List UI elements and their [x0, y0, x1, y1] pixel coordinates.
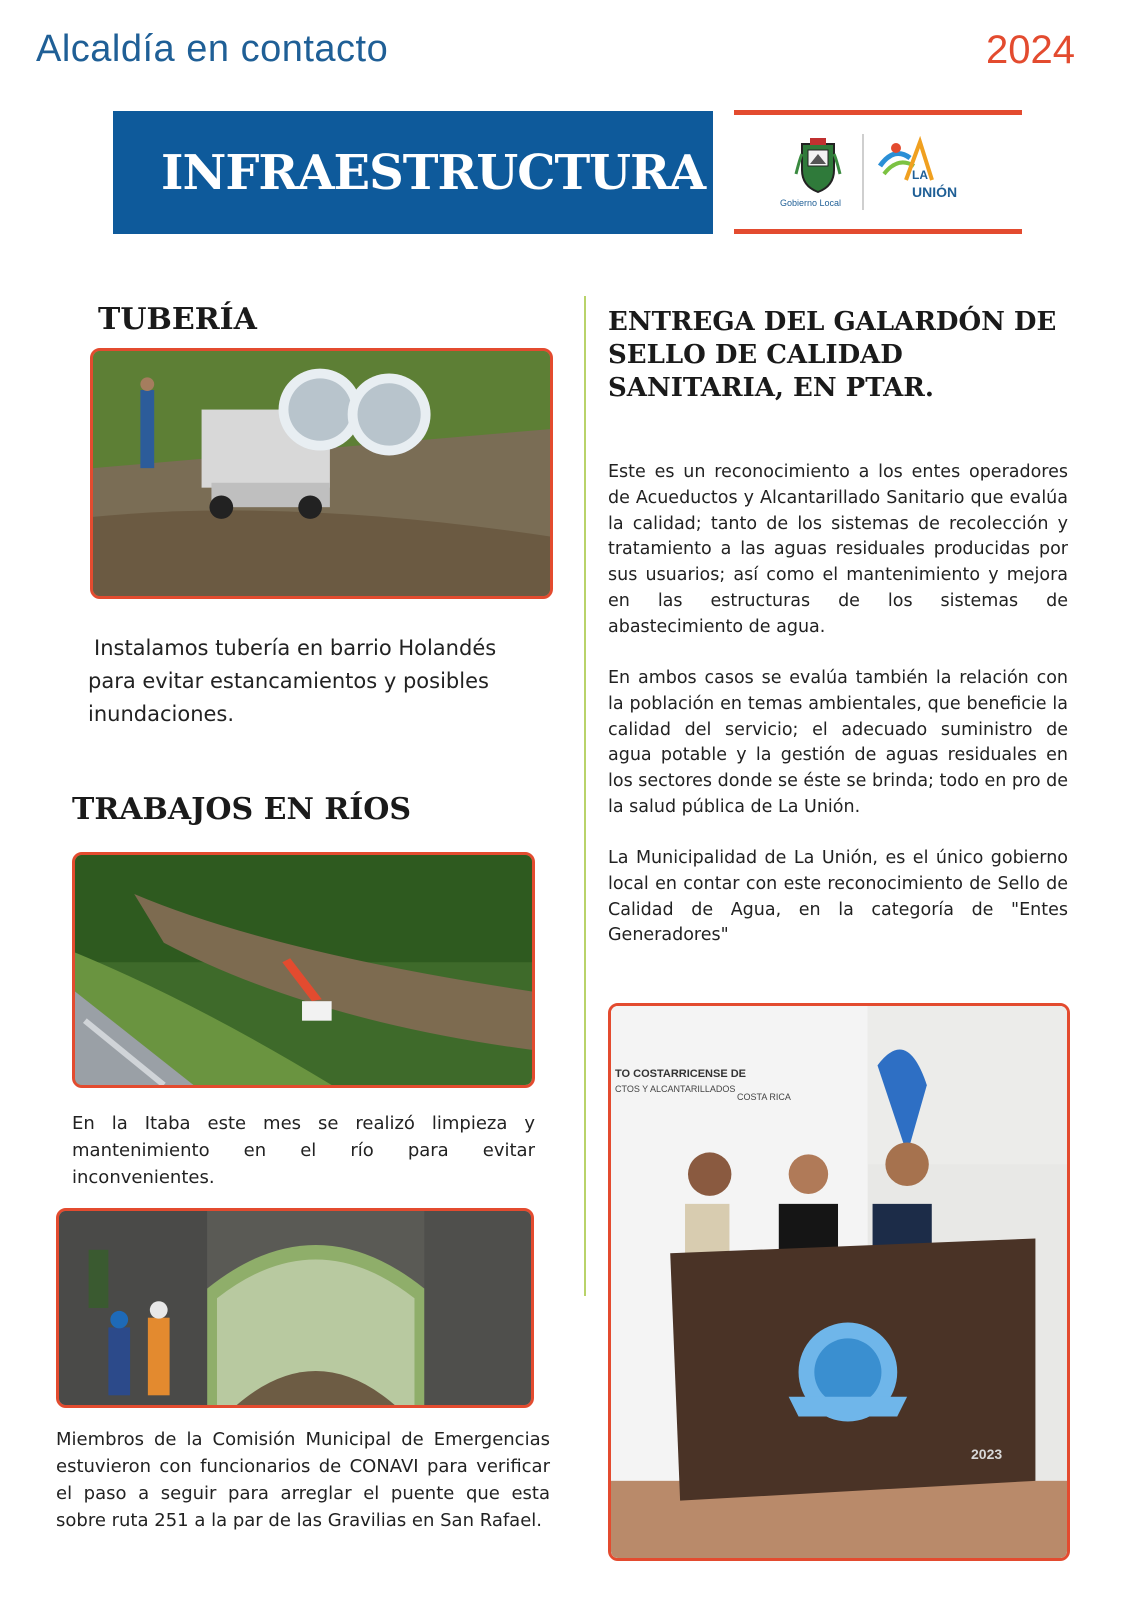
- photo-banner-text: TO COSTARRICENSE DE: [615, 1068, 746, 1080]
- la-union-label-top: LA: [912, 168, 928, 182]
- rios-heading: TRABAJOS EN RÍOS: [72, 792, 412, 827]
- logo-bottom-rule: [734, 229, 1022, 234]
- logo-separator: [862, 134, 864, 210]
- logo-area: [734, 110, 1022, 234]
- galardon-photo: [608, 1003, 1070, 1561]
- logo-top-rule: [734, 110, 1022, 115]
- publication-title: Alcaldía en contacto: [36, 28, 389, 70]
- galardon-paragraph-3: La Municipalidad de La Unión, es el único gobierno local en contar con este reconocimiento de Sello de Calidad de Agua, en la categoría de "Entes Generadores": [608, 848, 1068, 946]
- galardon-paragraph-2: En ambos casos se evalúa también la relación con la población en temas ambientales, que beneficie la calidad del servicio; el adecuado suministro de agua potable y la gestión de aguas residuales en los sectores donde se éste se brinda; todo en pro de la salud pública de La Unión.: [608, 668, 1068, 817]
- tuberia-text: Instalamos tubería en barrio Holandés para evitar estancamientos y posibles inundaciones.: [88, 636, 497, 726]
- photo-brand-text: COSTA RICA: [737, 1092, 791, 1102]
- tuberia-heading: TUBERÍA: [98, 302, 257, 337]
- section-banner: [113, 111, 713, 234]
- section-title: INFRAESTRUCTURA: [161, 144, 706, 201]
- rios-text-2: Miembros de la Comisión Municipal de Emergencias estuvieron con funcionarios de CONAVI para verificar el paso a seguir para arreglar el puente que esta sobre ruta 251 a la par de las Gravilias en San Rafael.: [56, 1429, 550, 1531]
- galardon-heading: ENTREGA DEL GALARDÓN DE SELLO DE CALIDAD SANITARIA, EN PTAR.: [608, 307, 1057, 403]
- la-union-label: UNIÓN: [912, 184, 958, 200]
- gobierno-local-label: Gobierno Local: [780, 198, 842, 208]
- rios-photo: [72, 852, 535, 1088]
- coat-of-arms-icon: [792, 134, 844, 196]
- tuberia-photo: [90, 348, 553, 599]
- photo-banner-text-2: CTOS Y ALCANTARILLADOS: [615, 1084, 736, 1094]
- galardon-paragraph-1: Este es un reconocimiento a los entes operadores de Acueductos y Alcantarillado Sanitario que evalúa la calidad; tanto de los sistemas de recolección y tratamiento a las aguas residuales producidas por sus usuarios; así como el mantenimiento y mejora en las estructuras de los sistemas de abastecimiento de agua.: [608, 462, 1068, 637]
- rios-text-1: En la Itaba este mes se realizó limpieza y mantenimiento en el río para evitar inconvenientes.: [72, 1113, 535, 1188]
- column-divider: [584, 296, 586, 1296]
- flag-year: 2023: [971, 1446, 1003, 1462]
- puente-photo: [56, 1208, 534, 1408]
- publication-year: 2024: [986, 28, 1075, 72]
